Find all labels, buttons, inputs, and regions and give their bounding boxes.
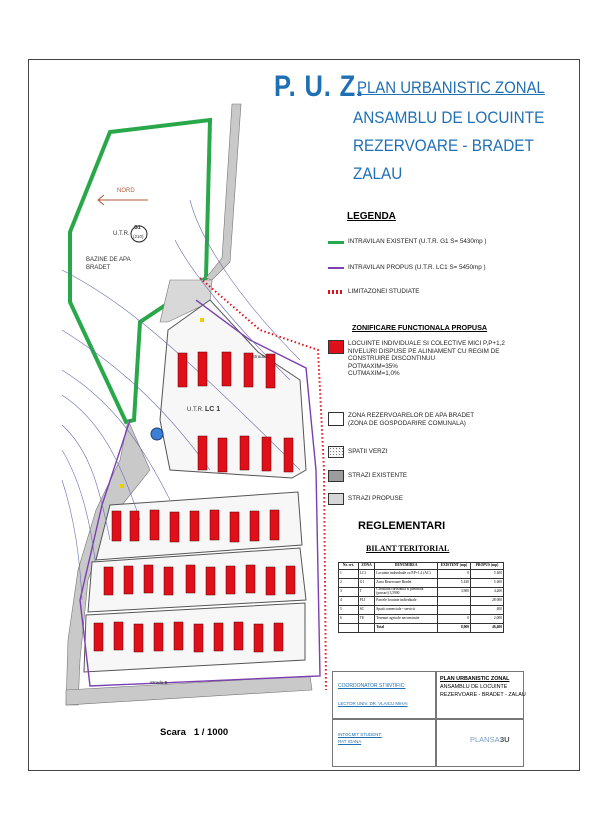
- table-cell: Spatii comerciale - servicii: [375, 606, 438, 615]
- house-footprint: [262, 437, 271, 471]
- utr-lc1-label: U.T.R.: [187, 407, 204, 413]
- coordinator-label: COORDONATOR STIINTIFIC:: [338, 683, 406, 689]
- column-header: Nr. crt.: [339, 563, 359, 570]
- house-footprint: [226, 566, 235, 594]
- legend-title: LEGENDA: [347, 211, 396, 222]
- house-footprint: [230, 512, 239, 542]
- zone-line: STRAZI PROPUSE: [348, 495, 403, 502]
- table-cell: 6: [339, 615, 359, 624]
- sheet-number: 3U: [500, 735, 510, 744]
- strada-b-label: Strada B: [150, 680, 168, 685]
- table-cell: 3,900: [437, 588, 470, 597]
- table-cell: 5 400: [470, 579, 503, 588]
- legend-item-label: LIMITAZONEI STUDIATE: [348, 288, 420, 295]
- table-cell: 5: [339, 606, 359, 615]
- table-cell: 0: [437, 570, 470, 579]
- house-footprint: [266, 567, 275, 595]
- bazine-label: BAZINE DE APA: [86, 257, 131, 263]
- zoning-title: ZONIFICARE FUNCTIONALA PROPUSA: [352, 323, 488, 332]
- house-footprint: [254, 624, 263, 652]
- house-footprint: [266, 354, 275, 388]
- scale-value: 1 / 1000: [193, 727, 229, 738]
- house-footprint: [246, 565, 255, 593]
- table-cell: 4: [339, 597, 359, 606]
- column-header: ZONA: [358, 563, 375, 570]
- table-cell: 400: [470, 606, 503, 615]
- column-header: DENUMIREA: [375, 563, 438, 570]
- house-footprint: [198, 436, 207, 470]
- house-footprint: [154, 623, 163, 651]
- zone-line: CUTMAXIM=1,0%: [348, 370, 400, 378]
- table-cell: TE: [358, 615, 375, 624]
- house-footprint: [194, 624, 203, 652]
- zone-line: LOCUINTE INDIVIDUALE SI COLECTIVE MICI P,P+1,2: [348, 340, 505, 347]
- house-footprint: [178, 353, 187, 387]
- house-footprint: [198, 352, 207, 386]
- house-footprint: [170, 512, 179, 542]
- table-cell: G1: [358, 579, 375, 588]
- column-header: PROPUS (mp): [470, 563, 503, 570]
- house-footprint: [186, 565, 195, 593]
- strada-b: [66, 676, 312, 705]
- house-footprint: [150, 510, 159, 540]
- table-cell: PLI: [358, 597, 375, 606]
- lc1-code: LC 1: [205, 406, 221, 413]
- column-header: EXISTENT (mp): [437, 563, 470, 570]
- balance-table-title: BILANT TERITORIAL: [366, 544, 450, 553]
- project-line-3: REZERVOARE - BRADET - ZALAU: [440, 692, 526, 698]
- zone-line: NIVELURI DISPUSE PE ALINIAMENT CU REGIM DE: [348, 347, 500, 355]
- table-cell: 46,400: [470, 624, 503, 633]
- house-footprint: [190, 511, 199, 541]
- house-footprint: [218, 438, 227, 472]
- zone-line: POTMAXIM=35%: [348, 362, 398, 370]
- zone-line: SPATII VERZI: [348, 448, 388, 455]
- house-footprint: [112, 511, 121, 541]
- g1-code-2: (210): [133, 234, 144, 239]
- legend-item-label: INTRAVILAN PROPUS (U.T.R. LC1 S= 5450mp ): [348, 264, 486, 271]
- table-cell: T: [358, 588, 375, 597]
- house-footprint: [286, 566, 295, 594]
- plan-title: PLAN URBANISTIC ZONAL: [357, 78, 545, 97]
- yellow-node: [120, 484, 124, 488]
- house-footprint: [130, 511, 139, 541]
- project-line-1: PLAN URBANISTIC ZONAL: [440, 676, 510, 682]
- house-footprint: [250, 511, 259, 541]
- zone-line: (ZONA DE GOSPODARIRE COMUNALA): [348, 419, 466, 427]
- table-cell: Zona Rezervoare Bradet: [375, 579, 438, 588]
- table-cell: Parcele locuinte individuale: [375, 597, 438, 606]
- table-cell: Total: [375, 624, 438, 633]
- zone-line: ZONA REZERVOARELOR DE APA BRADET: [348, 412, 475, 419]
- table-cell: 1: [339, 570, 359, 579]
- subtitle-line-3: ZALAU: [353, 164, 403, 183]
- table-cell: SC: [358, 606, 375, 615]
- table-cell: LC1: [358, 570, 375, 579]
- sheet-label: PLANSA:: [470, 735, 502, 744]
- house-footprint: [164, 567, 173, 595]
- house-footprint: [222, 352, 231, 386]
- house-footprint: [134, 624, 143, 652]
- table-cell: 3: [339, 588, 359, 597]
- yellow-node: [200, 318, 204, 322]
- coordinator-name: LECTOR UNIV. DR. VLAICU MIHAI: [338, 701, 408, 706]
- house-footprint: [104, 567, 113, 595]
- house-footprint: [284, 438, 293, 472]
- house-footprint: [274, 623, 283, 651]
- north-label: NORD: [117, 188, 135, 194]
- table-cell: 5 430: [437, 579, 470, 588]
- house-footprint: [270, 510, 279, 540]
- project-line-2: ANSAMBLU DE LOCUINTE: [440, 684, 508, 690]
- legend-item-label: INTRAVILAN EXISTENT (U.T.R. G1 S= 5430mp ): [348, 238, 487, 245]
- g1-code: G1: [134, 225, 141, 231]
- table-cell: 2: [339, 579, 359, 588]
- zone-line: STRAZI EXISTENTE: [348, 472, 408, 479]
- house-footprint: [240, 436, 249, 470]
- table-cell: Locuinte individuale cu P,P+1,2 (AC): [375, 570, 438, 579]
- table-cell: Terenuri agricole neconstruite: [375, 615, 438, 624]
- north-arrow-icon: [98, 195, 148, 205]
- subtitle-line-2: REZERVOARE - BRADET: [353, 136, 534, 155]
- table-cell: 2,000: [470, 615, 503, 624]
- scale-label: Scara: [160, 727, 186, 738]
- table-cell: 28 000: [470, 597, 503, 606]
- house-footprint: [94, 623, 103, 651]
- house-footprint: [214, 623, 223, 651]
- table-cell: 5 400: [470, 570, 503, 579]
- subtitle-line-1: ANSAMBLU DE LOCUINTE: [353, 108, 545, 127]
- house-footprint: [234, 622, 243, 650]
- strada-c-label: Strada C: [252, 354, 270, 359]
- house-footprint: [144, 565, 153, 593]
- house-footprint: [114, 622, 123, 650]
- table-cell: Circulatia carosabila si pietonala (parcari) 3,5900: [375, 588, 438, 597]
- author-name: RAT IOANA: [338, 739, 362, 744]
- table-cell: 8,900: [437, 624, 470, 633]
- regulations-title: REGLEMENTARI: [358, 520, 446, 532]
- water-tank-icon: [151, 428, 163, 440]
- house-footprint: [174, 622, 183, 650]
- house-footprint: [210, 510, 219, 540]
- author-label: INTOCMIT STUDENT:: [338, 732, 382, 737]
- zone-line: CONSTRUIRE DISCONTINUU: [348, 355, 436, 363]
- table-cell: 0: [437, 615, 470, 624]
- bazine-label-2: BRADET: [86, 265, 111, 271]
- table-cell: 4,200: [470, 588, 503, 597]
- utr-g1-label: U.T.R.: [113, 231, 130, 237]
- house-footprint: [206, 567, 215, 595]
- puz-abbreviation: P. U. Z.: [274, 70, 364, 103]
- house-footprint: [124, 566, 133, 594]
